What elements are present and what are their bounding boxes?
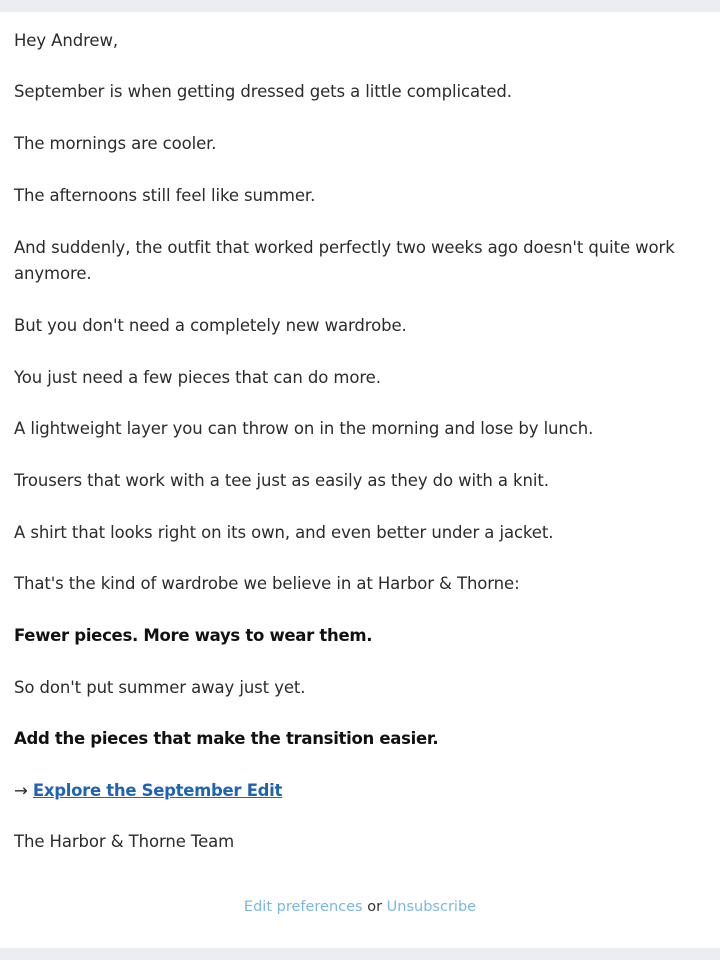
paragraph-shirt: A shirt that looks right on its own, and even better under a jacket. bbox=[14, 523, 554, 542]
paragraph-outfit: And suddenly, the outfit that worked perfectly two weeks ago doesn't quite work anymore. bbox=[14, 238, 675, 283]
paragraph-complicated: September is when getting dressed gets a little complicated. bbox=[14, 82, 512, 101]
edit-preferences-link[interactable]: Edit preferences bbox=[243, 899, 363, 915]
cta-line bbox=[14, 778, 684, 804]
email-footer bbox=[0, 896, 720, 918]
cta-heading: Add the pieces that make the transition easier. bbox=[14, 729, 439, 748]
top-margin-bar bbox=[0, 0, 720, 12]
paragraph-wardrobe: But you don't need a completely new wardrobe. bbox=[14, 316, 407, 335]
paragraph-few-pieces: You just need a few pieces that can do more. bbox=[14, 368, 381, 387]
bottom-margin-bar bbox=[0, 948, 720, 960]
paragraph-trousers: Trousers that work with a tee just as easily as they do with a knit. bbox=[14, 471, 549, 490]
unsubscribe-link[interactable]: Unsubscribe bbox=[386, 899, 477, 915]
paragraph-layer: A lightweight layer you can throw on in the morning and lose by lunch. bbox=[14, 419, 594, 438]
paragraph-brand: That's the kind of wardrobe we believe in at Harbor & Thorne: bbox=[14, 574, 520, 593]
paragraph-mornings: The mornings are cooler. bbox=[14, 134, 217, 153]
paragraph-summer: So don't put summer away just yet. bbox=[14, 678, 306, 697]
paragraph-afternoons: The afternoons still feel like summer. bbox=[14, 186, 316, 205]
email-body bbox=[0, 12, 720, 948]
arrow-icon: → bbox=[14, 781, 28, 800]
greeting: Hey Andrew, bbox=[14, 31, 118, 50]
tagline: Fewer pieces. More ways to wear them. bbox=[14, 626, 373, 645]
footer-or-text: or bbox=[367, 899, 383, 915]
explore-september-edit-link[interactable]: Explore the September Edit bbox=[32, 781, 283, 800]
signoff: The Harbor & Thorne Team bbox=[14, 832, 235, 851]
